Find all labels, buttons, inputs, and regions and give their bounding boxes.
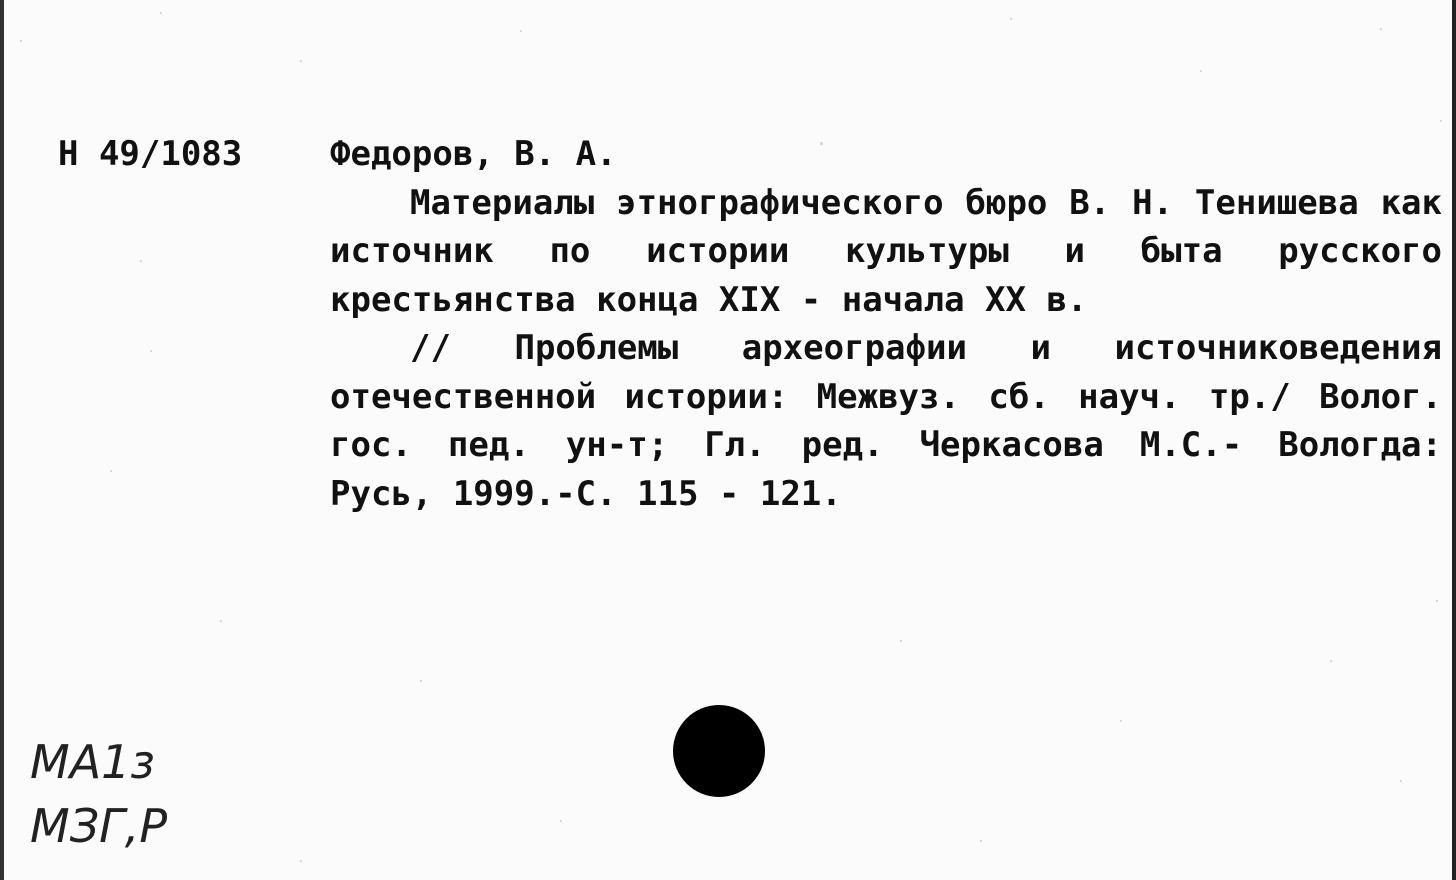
handwritten-note: [30, 730, 167, 858]
author-heading: Федоров, В. А.: [330, 134, 617, 174]
handwritten-note-line-1: МА1з: [30, 735, 155, 789]
title-statement: Материалы этнографического бюро В. Н. Тенишева как источник по истории культуры и быта русского крестьянства конца XIX - начала XX в.: [330, 182, 1442, 320]
source-statement: // Проблемы археографии и источниковедения отечественной истории: Межвуз. сб. науч. тр./ Волог. гос. пед. ун-т; Гл. ред. Черкасова М.С.- Вологда: Русь, 1999.-С. 115 - 121.: [330, 328, 1442, 514]
bibliographic-entry: [330, 130, 1442, 518]
card-edge-left: [0, 0, 4, 880]
shelfmark: Н 49/1083: [58, 134, 243, 174]
card-edge-right: [1452, 0, 1456, 880]
handwritten-note-line-2: МЗГ,Р: [30, 799, 168, 853]
punch-hole: [673, 705, 765, 797]
